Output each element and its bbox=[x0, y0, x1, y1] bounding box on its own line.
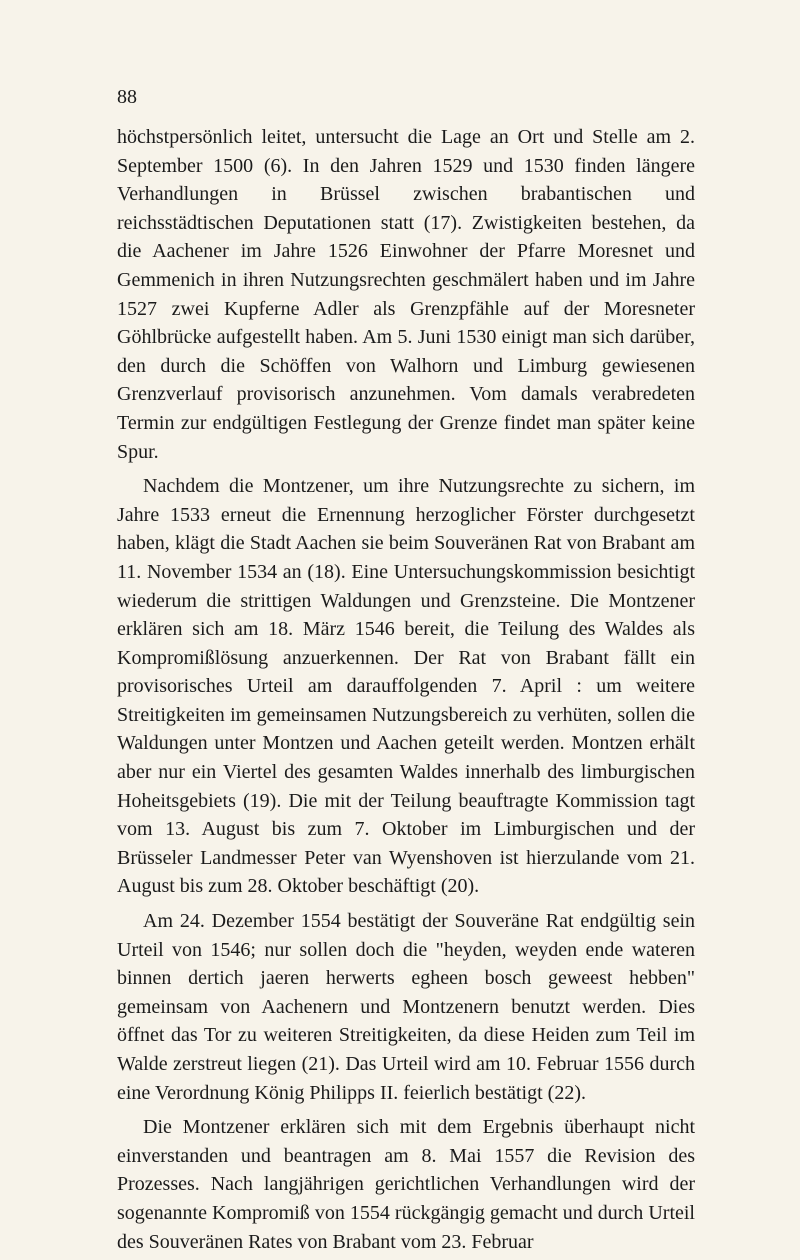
paragraph: Die Montzener erklären sich mit dem Ergebnis überhaupt nicht einverstanden und beantragen am 8. Mai 1557 die Revision des Prozesses. Nach langjährigen gerichtlichen Verhandlungen wird der sogenannte Kompromiß von 1554 rückgängig gemacht und durch Urteil des Souveränen Rates von Brabant vom 23. Februar bbox=[117, 1116, 695, 1253]
paragraph: höchstpersönlich leitet, untersucht die Lage an Ort und Stelle am 2. September 1500 (6). In den Jahren 1529 und 1530 finden längere Verhandlungen in Brüssel zwischen brabantischen und reichsstädtischen Deputationen statt (17). Zwistigkeiten bestehen, da die Aachener im Jahre 1526 Einwohner der Pfarre Moresnet und Gemmenich in ihren Nutzungsrechten geschmälert haben und im Jahre 1527 zwei Kupferne Adler als Grenzpfähle auf der Moresneter Göhlbrücke aufgestellt haben. Am 5. Juni 1530 einigt man sich darüber, den durch die Schöffen von Walhorn und Limburg gewiesenen Grenzverlauf provisorisch anzunehmen. Vom damals verabredeten Termin zur endgültigen Festlegung der Grenze findet man später keine Spur. bbox=[117, 126, 695, 463]
paragraph: Nachdem die Montzener, um ihre Nutzungsrechte zu sichern, im Jahre 1533 erneut die Ernennung herzoglicher Förster durchgesetzt haben, klägt die Stadt Aachen sie beim Souveränen Rat von Brabant am 11. November 1534 an (18). Eine Untersuchungskommission besichtigt wiederum die strittigen Waldungen und Grenzsteine. Die Montzener erklären sich am 18. März 1546 bereit, die Teilung des Waldes als Kompromißlösung anzuerkennen. Der Rat von Brabant fällt ein provisorisches Urteil am darauffolgenden 7. April : um weitere Streitigkeiten im gemeinsamen Nutzungsbereich zu verhüten, sollen die Waldungen unter Montzen und Aachen geteilt werden. Montzen erhält aber nur ein Viertel des gesamten Waldes innerhalb des limburgischen Hoheitsgebiets (19). Die mit der Teilung beauftragte Kommission tagt vom 13. August bis zum 7. Oktober im Limburgischen und der Brüsseler Landmesser Peter van Wyenshoven ist hierzulande vom 21. August bis zum 28. Oktober beschäftigt (20). bbox=[117, 475, 695, 898]
body-text bbox=[117, 123, 695, 1256]
page-number: 88 bbox=[117, 86, 137, 108]
paragraph: Am 24. Dezember 1554 bestätigt der Souveräne Rat endgültig sein Urteil von 1546; nur sollen doch die "heyden, weyden ende wateren binnen dertich jaeren herwerts egheen bosch geweest hebben" gemeinsam von Aachenern und Montzenern benutzt werden. Dies öffnet das Tor zu weiteren Streitigkeiten, da diese Heiden zum Teil im Walde zerstreut liegen (21). Das Urteil wird am 10. Februar 1556 durch eine Verordnung König Philipps II. feierlich bestätigt (22). bbox=[117, 910, 695, 1104]
